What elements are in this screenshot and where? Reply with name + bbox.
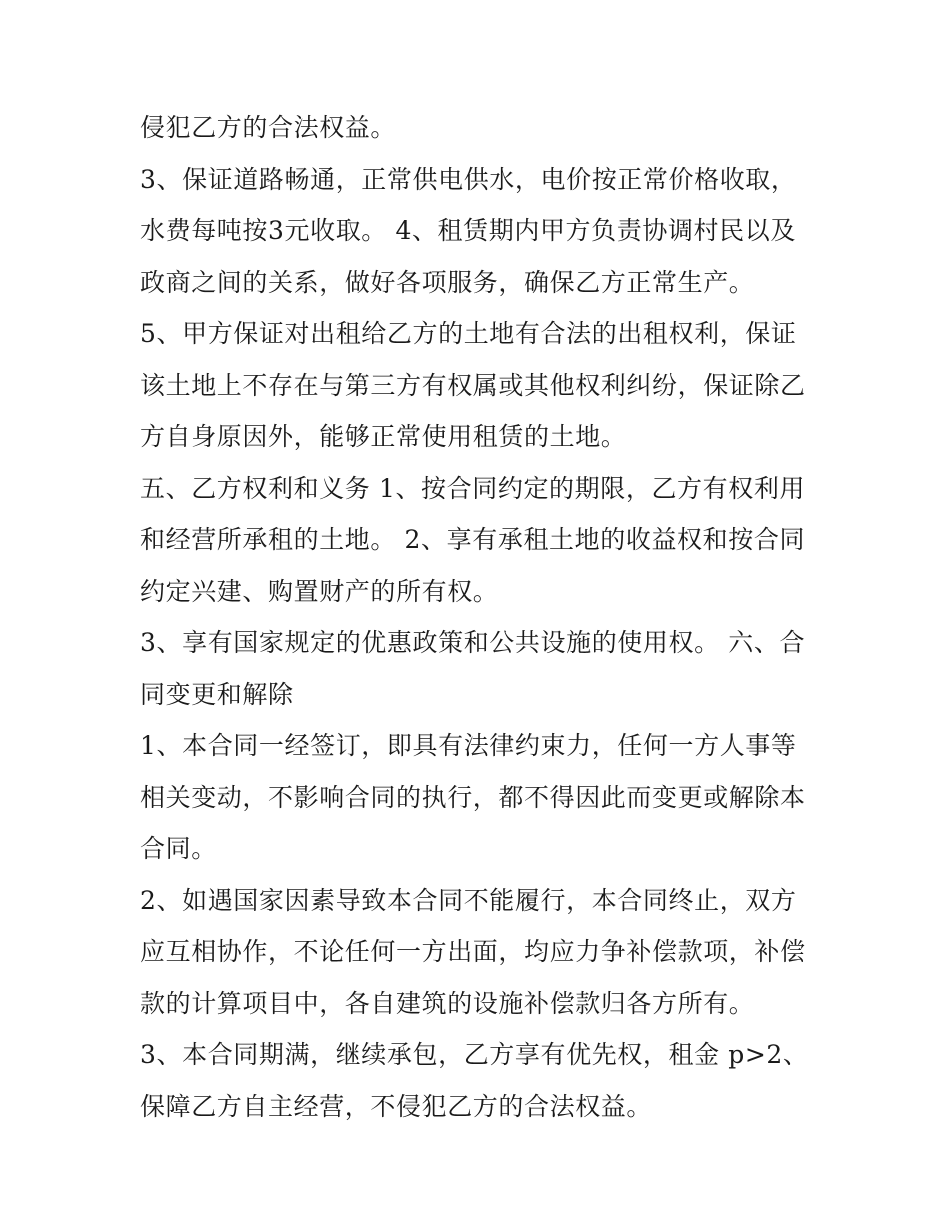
document-body bbox=[140, 102, 820, 1132]
paragraph-6: 1、本合同一经签订，即具有法律约束力，任何一方人事等相关变动，不影响合同的执行，都不得因此而变更或解除本合同。 bbox=[140, 731, 806, 863]
paragraph-5: 3、享有国家规定的优惠政策和公共设施的使用权。 六、合同变更和解除 bbox=[140, 628, 806, 709]
paragraph-3: 5、甲方保证对出租给乙方的土地有合法的出租权利，保证该土地上不存在与第三方有权属或其他权利纠纷，保证除乙方自身原因外，能够正常使用租赁的土地。 bbox=[140, 319, 806, 451]
paragraph-4: 五、乙方权利和义务 1、按合同约定的期限，乙方有权利用和经营所承租的土地。 2、享有承租土地的收益权和按合同约定兴建、购置财产的所有权。 bbox=[140, 473, 806, 606]
paragraph-2: 3、保证道路畅通，正常供电供水，电价按正常价格收取，水费每吨按3元收取。 4、租赁期内甲方负责协调村民以及政商之间的关系，做好各项服务，确保乙方正常生产。 bbox=[140, 164, 797, 297]
paragraph-7: 2、如遇国家因素导致本合同不能履行，本合同终止，双方应互相协作，不论任何一方出面，均应力争补偿款项，补偿款的计算项目中，各自建筑的设施补偿款归各方所有。 bbox=[140, 885, 806, 1018]
paragraph-1: 侵犯乙方的合法权益。 bbox=[140, 113, 397, 142]
paragraph-8: 3、本合同期满，继续承包，乙方享有优先权，租金 p>2、保障乙方自主经营，不侵犯乙方的合法权益。 bbox=[140, 1040, 809, 1121]
